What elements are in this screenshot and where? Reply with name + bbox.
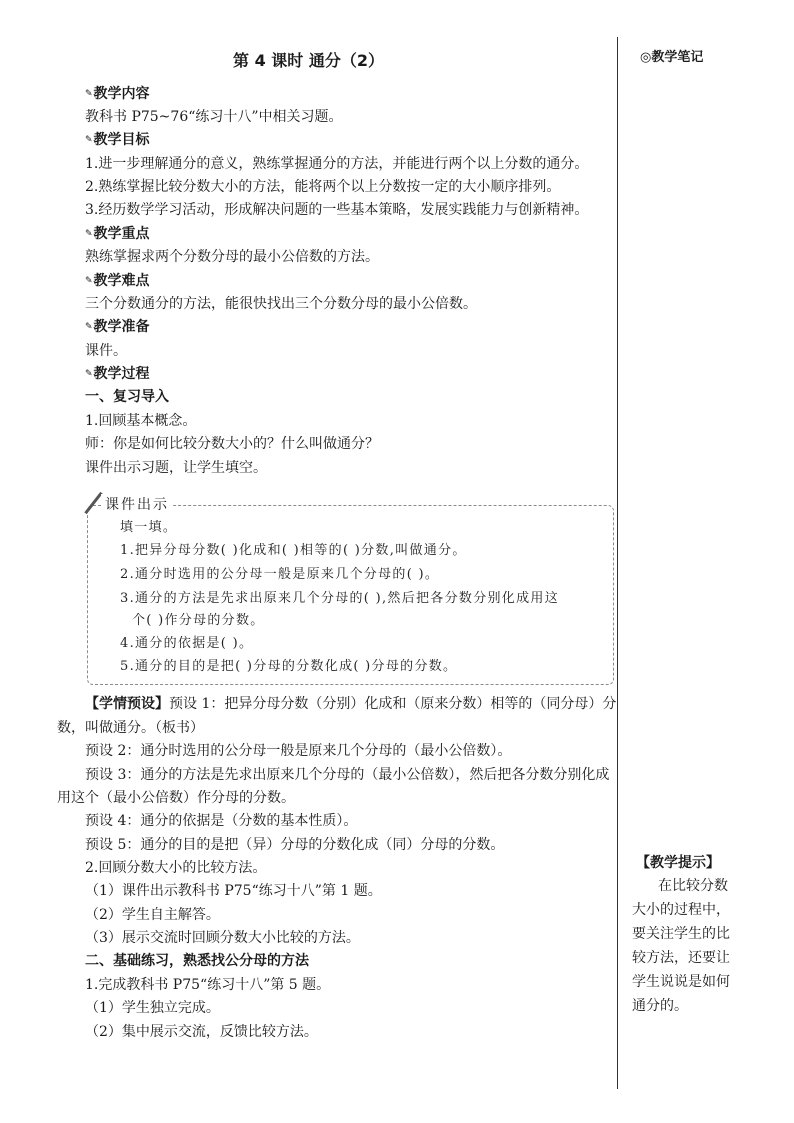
review2-step: （3）展示交流时回顾分数大小比较的方法。 <box>85 930 360 946</box>
preset-label: 【学情预设】 <box>85 696 169 712</box>
part1-line: 师：你是如何比较分数大小的？什么叫做通分？ <box>85 436 379 452</box>
courseware-label: 课件出示 <box>101 494 173 514</box>
review2-title: 2.回顾分数大小的比较方法。 <box>85 860 267 876</box>
preset-3a: 预设 3：通分的方法是先求出原来几个分母的（最小公倍数），然后把各分数分别化成 <box>85 767 610 783</box>
courseware-question: 5.通分的目的是把( )分母的分数化成( )分母的分数。 <box>120 659 458 674</box>
section-head-process: ✎教学过程 <box>85 366 150 382</box>
section-marker-icon: ✎ <box>85 369 93 379</box>
courseware-intro: 填一填。 <box>120 520 178 535</box>
preset-2: 预设 2：通分时选用的公分母一般是原来几个分母的（最小公倍数）。 <box>85 743 512 759</box>
notes-header: ◎教学笔记 <box>640 50 704 65</box>
tip-line: 较方法，还要让 <box>632 950 730 966</box>
part1-line: 1.回顾基本概念。 <box>85 413 197 429</box>
part2-line: （2）集中展示交流，反馈比较方法。 <box>85 1024 318 1040</box>
tip-line: 要关注学生的比 <box>632 926 730 942</box>
section-head-prep: ✎教学准备 <box>85 319 150 335</box>
tip-line: 大小的过程中， <box>632 902 730 918</box>
section-marker-icon: ✎ <box>85 89 93 99</box>
courseware-question: 2.通分时选用的公分母一般是原来几个分母的( )。 <box>120 567 440 582</box>
section-marker-icon: ✎ <box>85 322 93 332</box>
section-head-difficulty: ✎教学难点 <box>85 273 150 289</box>
prep-text: 课件。 <box>85 343 127 359</box>
tip-line: 学生说说是如何 <box>632 974 730 990</box>
preset-3b: 用这个（最小公倍数）作分母的分数。 <box>57 790 295 806</box>
tip-line: 通分的。 <box>632 998 688 1014</box>
difficulty-text: 三个分数通分的方法，能很快找出三个分数分母的最小公倍数。 <box>85 296 477 312</box>
courseware-question-cont: 个( )作分母的分数。 <box>132 613 265 628</box>
key-text: 熟练掌握求两个分数分母的最小公倍数的方法。 <box>85 249 379 265</box>
content-text: 教科书 P75~76“练习十八”中相关习题。 <box>85 109 343 125</box>
tip-header: 【教学提示】 <box>636 855 720 871</box>
courseware-question: 3.通分的方法是先求出原来几个分母的( ),然后把各分数分别化成用这 <box>120 591 560 606</box>
preset-4: 预设 4：通分的依据是（分数的基本性质）。 <box>85 813 358 829</box>
goal-item: 1.进一步理解通分的意义，熟练掌握通分的方法，并能进行两个以上分数的通分。 <box>85 156 589 172</box>
part2-line: 1.完成教科书 P75“练习十八”第 5 题。 <box>85 977 331 993</box>
part2-title: 二、基础练习，熟悉找公分母的方法 <box>85 953 309 969</box>
section-marker-icon: ✎ <box>85 135 93 145</box>
section-head-goals: ✎教学目标 <box>85 132 150 148</box>
part2-line: （1）学生独立完成。 <box>85 1000 220 1016</box>
section-head-content: ✎教学内容 <box>85 86 150 102</box>
courseware-question: 1.把异分母分数( )化成和( )相等的( )分数,叫做通分。 <box>120 543 467 558</box>
section-head-key: ✎教学重点 <box>85 226 150 242</box>
preset-5: 预设 5：通分的目的是把（异）分母的分数化成（同）分母的分数。 <box>85 837 505 853</box>
preset-1b: 数，叫做通分。（板书） <box>57 720 204 736</box>
review2-step: （1）课件出示教科书 P75“练习十八”第 1 题。 <box>85 883 382 899</box>
review2-step: （2）学生自主解答。 <box>85 907 220 923</box>
tip-line: 在比较分数 <box>658 878 728 894</box>
preset-1a: 【学情预设】预设 1：把异分母分数（分别）化成和（原来分数）相等的（同分母）分 <box>85 696 617 712</box>
page-title: 第 4 课时 通分（2） <box>233 51 384 70</box>
section-marker-icon: ✎ <box>85 276 93 286</box>
margin-divider <box>617 37 618 1089</box>
part1-title: 一、复习导入 <box>85 389 169 405</box>
goal-item: 3.经历数学学习活动，形成解决问题的一些基本策略，发展实践能力与创新精神。 <box>85 202 589 218</box>
section-marker-icon: ✎ <box>85 229 93 239</box>
goal-item: 2.熟练掌握比较分数大小的方法，能将两个以上分数按一定的大小顺序排列。 <box>85 179 561 195</box>
courseware-question: 4.通分的依据是( )。 <box>120 636 254 651</box>
part1-line: 课件出示习题，让学生填空。 <box>85 460 267 476</box>
